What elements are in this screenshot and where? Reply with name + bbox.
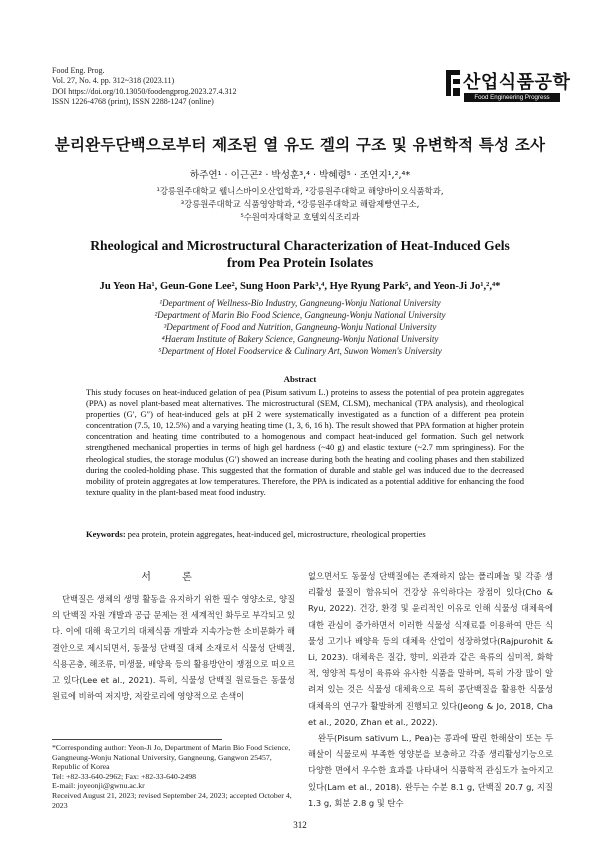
english-affiliation-4: ⁴Haeram Institute of Bakery Science, Gangneung-Wonju National University: [161, 334, 439, 344]
footnote-author: *Corresponding author: Yeon-Ji Jo, Department of Marin Bio Food Science, Gangneung-Wonju National University, Gangneung, Gangwon 25457, Republic of Korea: [52, 743, 291, 772]
english-authors: Ju Yeon Ha¹, Geun-Gone Lee², Sung Hoon Park³,⁴, Hye Ryung Park⁵, and Yeon-Ji Jo¹,²,⁴*: [99, 281, 501, 292]
korean-authors: 하주연¹ · 이근곤² · 박성훈³,⁴ · 박혜령⁵ · 조연지¹,²,⁴*: [189, 170, 411, 181]
logo-subtitle: Food Engineering Progress: [464, 93, 560, 102]
intro-left-column: [52, 568, 295, 704]
journal-logo: [444, 66, 571, 106]
journal-doi[interactable]: DOI https://doi.org/10.13050/foodengprog.2023.27.4.312: [52, 86, 237, 96]
journal-volume: Vol. 27, No. 4. pp. 312~318 (2023.11): [52, 76, 175, 86]
korean-affiliation-2: ³강릉원주대학교 식품영양학과, ⁴강릉원주대학교 해람제빵연구소,: [180, 199, 420, 209]
abstract-heading: Abstract: [283, 374, 317, 384]
korean-title: 분리완두단백으로부터 제조된 열 유도 겔의 구조 및 유변학적 특성 조사: [54, 136, 546, 154]
footnote-email[interactable]: E-mail: joyeonji@gwnu.ac.kr: [52, 781, 145, 791]
intro-right-column: [308, 568, 553, 811]
english-affiliation-3: ³Department of Food and Nutrition, Gangneung-Wonju National University: [163, 322, 437, 332]
journal-name: Food Eng. Prog.: [52, 66, 105, 75]
keywords: [86, 529, 524, 539]
english-affiliation-1: ¹Department of Wellness-Bio Industry, Gangneung-Wonju National University: [159, 298, 441, 308]
english-affiliation-5: ⁵Department of Hotel Foodservice & Culinary Art, Suwon Women's University: [158, 346, 442, 356]
logo-mark-icon: [444, 68, 462, 98]
korean-affiliation-1: ¹강릉원주대학교 웰니스바이오산업학과, ²강릉원주대학교 해양바이오식품학과,: [156, 186, 444, 196]
keywords-list: pea protein, protein aggregates, heat-induced gel, microstructure, rheological properties: [127, 529, 426, 539]
footnote-dates: Received August 21, 2023; revised September 24, 2023; accepted October 4, 2023: [52, 790, 292, 810]
english-title: [0, 237, 600, 271]
english-title-line-1: Rheological and Microstructural Characterization of Heat-Induced Gels: [90, 238, 510, 253]
logo-name: 산업식품공학: [463, 72, 571, 93]
intro-paragraph-1: 단백질은 생체의 생명 활동을 유지하기 위한 필수 영양소로, 양질의 단백질 자원 개발과 공급 문제는 전 세계적인 화두로 부각되고 있다. 이에 대해 육고기의 대체식품 개발과 지속가능한 소비문화가 해결안으로 제시되면서, 동물성 단백질 대체 소재로서 식물성 단백질, 식용곤충, 해조류, 미생물, 배양육 등의 활용방안이 쟁점으로 떠오르고 있다(Lee et al., 2021). 특히, 식물성 단백질 원료들은 동물성 원료에 비하여 저지방, 저칼로리에 영양적으로 손색이: [52, 594, 295, 702]
intro-heading: 서 론: [141, 572, 206, 583]
journal-header: [52, 66, 237, 107]
intro-paragraph-1-cont: 없으면서도 동물성 단백질에는 존재하지 않는 폴리페놀 및 각종 생리활성 물질이 함유되어 건강상 유익하다는 장점이 있다(Cho & Ryu, 2022). 건강, 환경 및 윤리적인 이유로 인해 식물성 대체육에 대한 관심이 증가하면서 이러한 식물성 식재료를 이용하여 만든 식물성 고기나 배양육 등의 대체육 산업이 성장하였다(Rajpurohit & Li, 2023). 대체육은 질감, 향미, 외관과 같은 육류의 심미적, 화학적, 영양적 특성이 육류와 유사한 식품을 말하며, 특히 가장 많이 알려져 있는 것은 식물성 대체육으로 특히 콩단백질을 활용한 식물성 대체육의 연구가 활발하게 진행되고 있다(Jeong & Jo, 2018, Cha et al., 2020, Zhan et al., 2022).: [308, 571, 553, 727]
journal-issn: ISSN 1226-4768 (print), ISSN 2288-1247 (online): [52, 96, 214, 106]
correspondence-footnote: [52, 743, 295, 810]
page-number: 312: [293, 820, 307, 830]
korean-affiliation-3: ⁵수원여자대학교 호텔외식조리과: [240, 212, 360, 222]
english-affiliation-2: ²Department of Marin Bio Food Science, Gangneung-Wonju National University: [154, 310, 446, 320]
keywords-label: Keywords:: [86, 529, 126, 539]
footnote-divider: [52, 739, 222, 740]
english-title-line-2: from Pea Protein Isolates: [226, 255, 374, 270]
abstract-text: This study focuses on heat-induced gelation of pea (Pisum sativum L.) proteins to assess the potential of pea protein aggregates (PPA) as novel plant-based meat alternatives. The microstructural (SEM, CLSM), mechanical (TPA analysis), and rheological properties (G′, G″) of heat-induced gels at pH 2 were systematically investigated as a function of a different pea protein concentration (7.5, 10, 12.5%) and a varying heating time (1, 3, 6, 16 h). The result showed that PPA formation at higher protein concentration and heating time contributed to a homogenous and compact heat-induced gel formation. Such gel network strengthened mechanical properties in terms of high gel hardness (~40 g) and elastic texture (~2.7 mm springiness). For the rheological studies, the storage modulus (G′) showed an increase during both the heating and cooling phases and then stabilized during the cooled-holding phase. This suggested that the formation of durable and stable gel was induced due to the decreased mobility of protein aggregates at low temperatures. Therefore, the PPA is indicated as a potential additive for enhancing the food texture quality in the plant-based meat food industry.: [86, 387, 524, 497]
footnote-phone: Tel: +82-33-640-2962; Fax: +82-33-640-2498: [52, 771, 197, 781]
intro-paragraph-2: 완두(Pisum sativum L., Pea)는 콩과에 딸린 한해살이 또는 두해살이 식물로써 부족한 영양분을 보충하고 각종 생리활성기능으로 다양한 면에서 우수한 효과를 나타내어 식품학적 관심도가 높아지고 있다(Lam et al., 2018). 완두는 수분 8.1 g, 단백질 20.7 g, 지질 1.3 g, 회분 2.8 g 및 탄수: [308, 733, 553, 808]
